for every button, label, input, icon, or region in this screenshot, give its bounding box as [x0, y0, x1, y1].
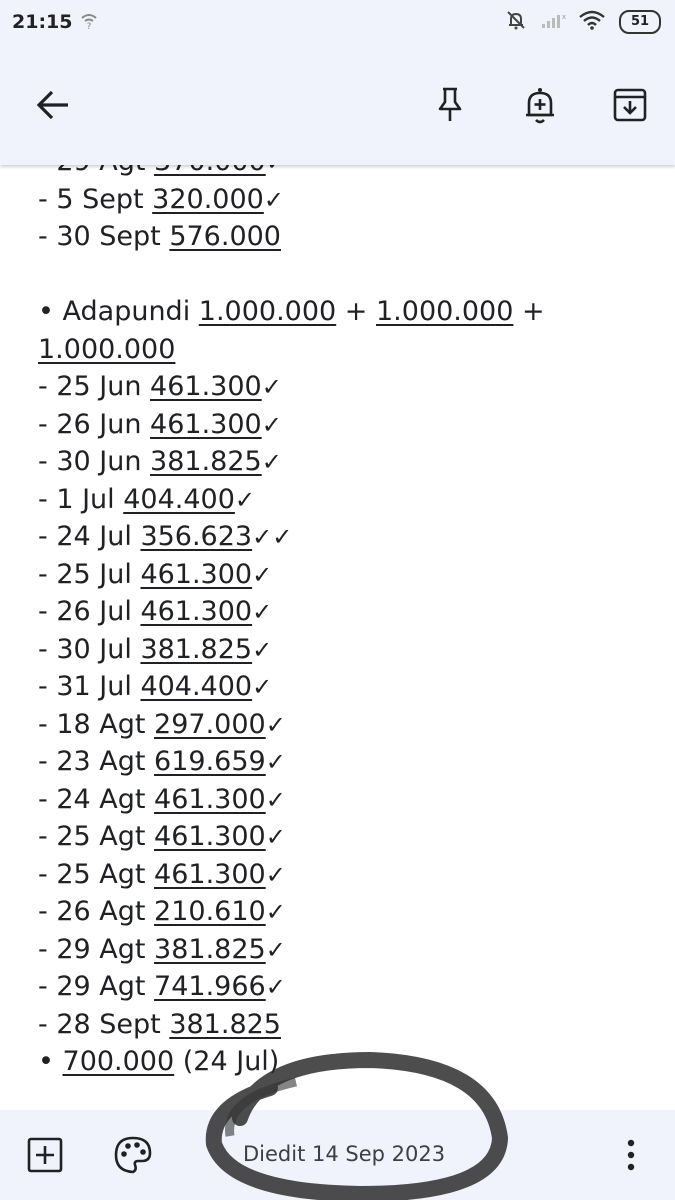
check-mark: ✓	[234, 485, 256, 514]
line-amount: 1.000.000	[38, 333, 176, 365]
note-line[interactable]	[38, 668, 648, 706]
check-mark: ✓	[265, 898, 286, 926]
line-date-label: 29 Agt	[56, 971, 155, 1002]
signal-icon	[541, 11, 565, 33]
line-date-label: Adapundi	[62, 296, 199, 327]
line-amount: 461.300	[140, 558, 253, 590]
line-date-label: 30 Jul	[56, 633, 141, 665]
wifi-question-icon	[80, 12, 98, 34]
line-date-label: 24 Agt	[56, 783, 155, 815]
line-amount: 461.300	[140, 596, 253, 627]
palette-button[interactable]	[112, 1134, 154, 1176]
archive-button[interactable]	[608, 83, 652, 127]
status-time: 21:15	[12, 11, 73, 33]
line-amount: 461.300	[150, 371, 262, 402]
check-mark: ✓	[252, 635, 273, 664]
note-line[interactable]	[38, 368, 648, 406]
line-date-label: 28 Sept	[56, 1008, 170, 1040]
line-bullet: -	[38, 183, 57, 215]
note-line[interactable]	[38, 781, 648, 819]
note-line[interactable]	[38, 593, 648, 631]
add-reminder-icon	[518, 112, 562, 131]
add-content-button[interactable]	[24, 1134, 66, 1176]
line-bullet: -	[38, 596, 57, 627]
svg-text:?: ?	[86, 22, 92, 32]
line-amount: 210.610	[154, 896, 266, 927]
line-bullet: -	[38, 708, 57, 740]
line-amount: 576.000	[169, 221, 281, 252]
status-bar	[0, 0, 675, 45]
note-line[interactable]	[38, 743, 648, 781]
svg-text:x: x	[562, 13, 567, 21]
line-amount: 381.825	[140, 633, 253, 665]
battery-icon: 51	[619, 10, 661, 34]
pin-icon	[428, 112, 472, 131]
line-amount: 1.000.000	[198, 296, 337, 327]
line-date-label: 5 Sept	[56, 183, 153, 215]
edited-timestamp: Diedit 14 Sep 2023	[243, 1142, 446, 1166]
more-options-button[interactable]	[610, 1134, 652, 1176]
note-line[interactable]	[38, 631, 648, 669]
line-amount: 404.400	[123, 483, 235, 515]
note-line[interactable]	[38, 331, 648, 369]
line-amount: 381.825	[150, 446, 262, 477]
check-mark: ✓	[263, 185, 284, 214]
add-reminder-button[interactable]	[518, 83, 562, 127]
line-date-label: 30 Jun	[56, 446, 151, 477]
check-mark: ✓	[265, 785, 286, 814]
line-date-label: 23 Agt	[56, 746, 155, 777]
line-bullet: -	[38, 408, 57, 440]
line-bullet: -	[38, 783, 57, 815]
archive-icon	[608, 112, 652, 131]
line-amount: 461.300	[150, 408, 262, 440]
line-bullet: -	[38, 1008, 57, 1040]
line-bullet: -	[38, 671, 57, 702]
note-line[interactable]	[38, 856, 648, 894]
line-bullet: -	[38, 896, 57, 927]
line-bullet: -	[38, 746, 57, 777]
note-line[interactable]	[38, 818, 648, 856]
line-bullet: -	[38, 446, 57, 477]
check-mark: ✓	[265, 748, 286, 776]
note-lines[interactable]	[38, 143, 648, 1081]
line-date-label: 29 Agt	[56, 933, 155, 965]
line-amount: 320.000	[152, 183, 264, 215]
note-line[interactable]	[38, 931, 648, 969]
line-date-label: 1 Jul	[56, 483, 124, 515]
line-date-label: 31 Jul	[56, 671, 141, 702]
line-bullet: •	[38, 296, 63, 327]
wifi-icon	[579, 10, 605, 34]
note-line[interactable]	[38, 706, 648, 744]
line-bullet: -	[38, 821, 57, 852]
note-line[interactable]	[38, 481, 648, 519]
line-suffix: (24 Jul)	[174, 1046, 280, 1077]
bottom-toolbar	[0, 1110, 675, 1200]
add-box-icon	[24, 1161, 66, 1180]
check-mark: ✓	[261, 373, 282, 401]
pin-button[interactable]	[428, 83, 472, 127]
back-button[interactable]	[32, 83, 76, 127]
line-amount: 297.000	[154, 708, 266, 740]
more-vert-icon	[610, 1161, 652, 1180]
line-bullet: -	[38, 221, 57, 252]
line-suffix: +	[513, 296, 545, 327]
line-date-label: 25 Jun	[56, 371, 151, 402]
check-mark: ✓	[252, 673, 273, 701]
check-mark: ✓	[265, 973, 286, 1001]
check-mark: ✓	[265, 860, 286, 889]
line-amount: 461.300	[154, 783, 266, 815]
line-amount: 404.400	[140, 671, 253, 702]
line-bullet: -	[38, 558, 57, 590]
line-suffix: +	[336, 296, 376, 327]
line-bullet: -	[38, 858, 57, 890]
note-line[interactable]	[38, 406, 648, 444]
line-bullet: -	[38, 371, 57, 402]
line-date-label: 24 Jul	[56, 521, 141, 552]
line-amount: 700.000	[62, 1046, 175, 1077]
line-bullet: •	[38, 1046, 63, 1077]
line-amount: 619.659	[154, 746, 266, 777]
line-bullet: -	[38, 933, 57, 965]
line-date-label: 26 Jul	[56, 596, 141, 627]
blank-line	[38, 256, 648, 294]
note-line[interactable]	[38, 1006, 648, 1044]
line-bullet: -	[38, 633, 57, 665]
palette-icon	[112, 1161, 154, 1180]
line-amount: 381.825	[169, 1008, 281, 1040]
notifications-off-icon	[505, 9, 527, 35]
note-line[interactable]	[38, 181, 648, 219]
note-line[interactable]	[38, 293, 648, 331]
line-amount: 461.300	[154, 858, 266, 890]
note-body[interactable]	[0, 165, 675, 1110]
line-amount: 461.300	[154, 821, 266, 852]
check-mark: ✓	[261, 410, 282, 439]
check-mark: ✓	[265, 823, 286, 851]
note-line[interactable]	[38, 556, 648, 594]
note-line[interactable]	[38, 968, 648, 1006]
check-mark: ✓	[265, 935, 286, 964]
note-line[interactable]	[38, 893, 648, 931]
line-date-label: 25 Agt	[56, 821, 155, 852]
check-mark: ✓	[252, 598, 273, 626]
line-amount: 381.825	[154, 933, 266, 965]
line-amount: 1.000.000	[376, 296, 514, 327]
line-date-label: 25 Jul	[56, 558, 141, 590]
line-date-label: 26 Jun	[56, 408, 151, 440]
note-line[interactable]	[38, 518, 648, 556]
line-bullet: -	[38, 521, 57, 552]
check-mark: ✓	[265, 710, 286, 739]
line-date-label: 26 Agt	[56, 896, 155, 927]
check-mark: ✓✓	[252, 523, 293, 551]
line-bullet: -	[38, 483, 57, 515]
line-amount: 356.623	[140, 521, 253, 552]
line-date-label: 18 Agt	[56, 708, 155, 740]
line-date-label: 25 Agt	[56, 858, 155, 890]
line-date-label: 30 Sept	[56, 221, 170, 252]
line-amount: 741.966	[154, 971, 266, 1002]
check-mark: ✓	[261, 448, 282, 476]
check-mark: ✓	[252, 560, 273, 589]
back-arrow-icon	[32, 112, 76, 131]
note-line[interactable]	[38, 443, 648, 481]
line-bullet: -	[38, 971, 57, 1002]
app-toolbar	[0, 45, 675, 165]
note-line[interactable]	[38, 218, 648, 256]
note-line[interactable]	[38, 1043, 648, 1081]
